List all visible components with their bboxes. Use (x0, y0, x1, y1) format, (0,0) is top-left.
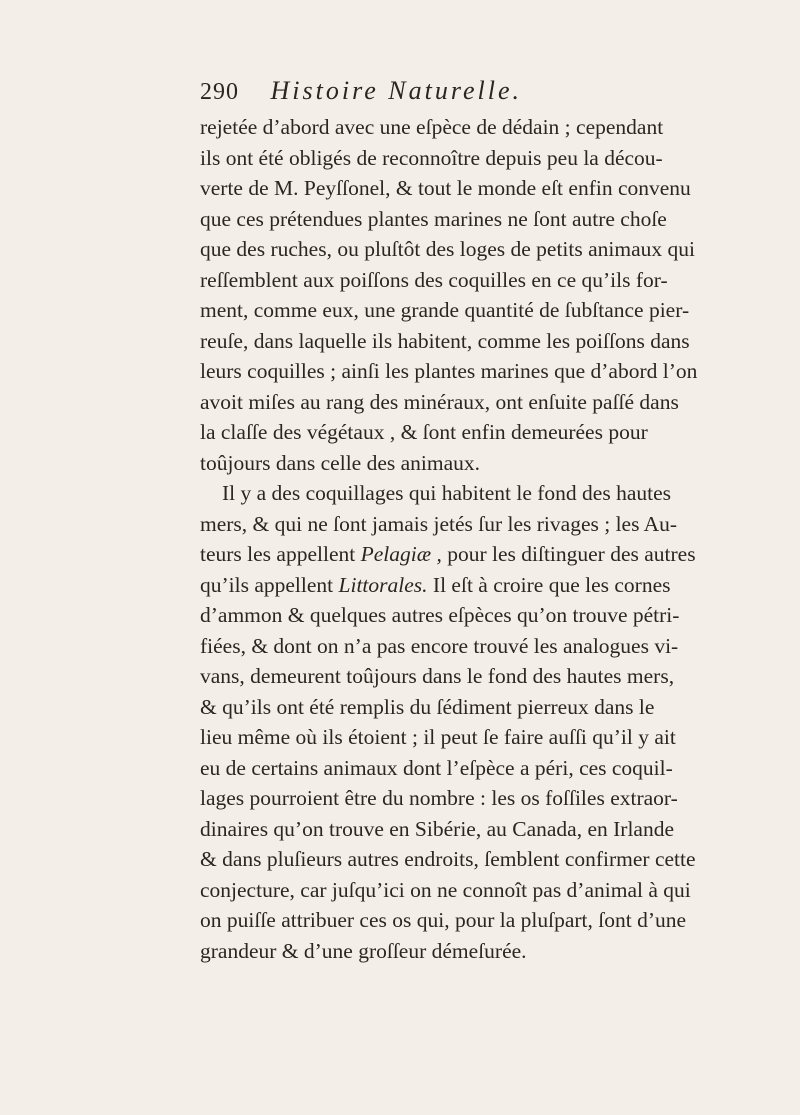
text-line: & qu’ils ont été remplis du ſédiment pierreux dans le (200, 694, 655, 719)
text-line: conjecture, car juſqu’ici on ne connoît pas d’animal à qui (200, 877, 691, 902)
page-number: 290 (200, 79, 239, 105)
text-line: que ces prétendues plantes marines ne ſont autre choſe (200, 206, 667, 231)
text-line: rejetée d’abord avec une eſpèce de dédain ; cependant (200, 115, 664, 139)
text-fragment: qu’ils appellent (200, 572, 334, 597)
text-line: toûjours dans celle des animaux. (200, 450, 481, 475)
body-text (200, 112, 698, 966)
text-line: avoit miſes au rang des minéraux, ont enſuite paſſé dans (200, 389, 679, 414)
text-line: Il y a des coquillages qui habitent le fond des hautes (222, 481, 671, 505)
text-line (200, 539, 696, 570)
text-line: grandeur & d’une groſſeur démeſurée. (200, 938, 527, 963)
text-line: lages pourroient être du nombre : les os foſſiles extraor- (200, 786, 678, 810)
italic-term: Pelagiæ , (360, 542, 442, 566)
text-line: ils ont été obligés de reconnoître depuis peu la décou- (200, 145, 663, 170)
text-line: leurs coquilles ; ainſi les plantes marines que d’abord l’on (200, 359, 698, 383)
text-line (200, 570, 671, 601)
running-title: Histoire Naturelle. (270, 76, 523, 105)
italic-term: Littorales. (338, 572, 428, 597)
text-line: la claſſe des végétaux , & ſont enfin demeurées pour (200, 420, 648, 444)
text-line: reſſemblent aux poiſſons des coquilles en ce qu’ils for- (200, 267, 668, 292)
text-fragment: teurs les appellent (200, 542, 356, 566)
text-line: lieu même où ils étoient ; il peut ſe faire auſſi qu’il y ait (200, 725, 676, 749)
text-line: que des ruches, ou pluſtôt des loges de petits animaux qui (200, 237, 696, 261)
text-line: ment, comme eux, une grande quantité de ſubſtance pier- (200, 298, 690, 322)
text-line: & dans pluſieurs autres endroits, ſemblent confirmer cette (200, 847, 696, 871)
text-line: d’ammon & quelques autres eſpèces qu’on trouve pétri- (200, 603, 680, 627)
text-line: dinaires qu’on trouve en Sibérie, au Canada, en Irlande (200, 816, 675, 841)
text-line: verte de M. Peyſſonel, & tout le monde eſt enfin convenu (200, 176, 691, 200)
text-line: vans, demeurent toûjours dans le fond des hautes mers, (200, 664, 675, 688)
running-header (200, 76, 640, 106)
text-line: eu de certains animaux dont l’eſpèce a péri, ces coquil- (200, 755, 673, 780)
text-line: mers, & qui ne ſont jamais jetés ſur les rivages ; les Au- (200, 511, 678, 536)
text-line: fiées, & dont on n’a pas encore trouvé les analogues vi- (200, 633, 679, 658)
text-line: on puiſſe attribuer ces os qui, pour la pluſpart, ſont d’une (200, 908, 687, 932)
text-line: reuſe, dans laquelle ils habitent, comme les poiſſons dans (200, 328, 690, 353)
text-fragment: pour les diſtinguer des autres (447, 542, 696, 566)
text-fragment: Il eſt à croire que les cornes (432, 572, 671, 597)
